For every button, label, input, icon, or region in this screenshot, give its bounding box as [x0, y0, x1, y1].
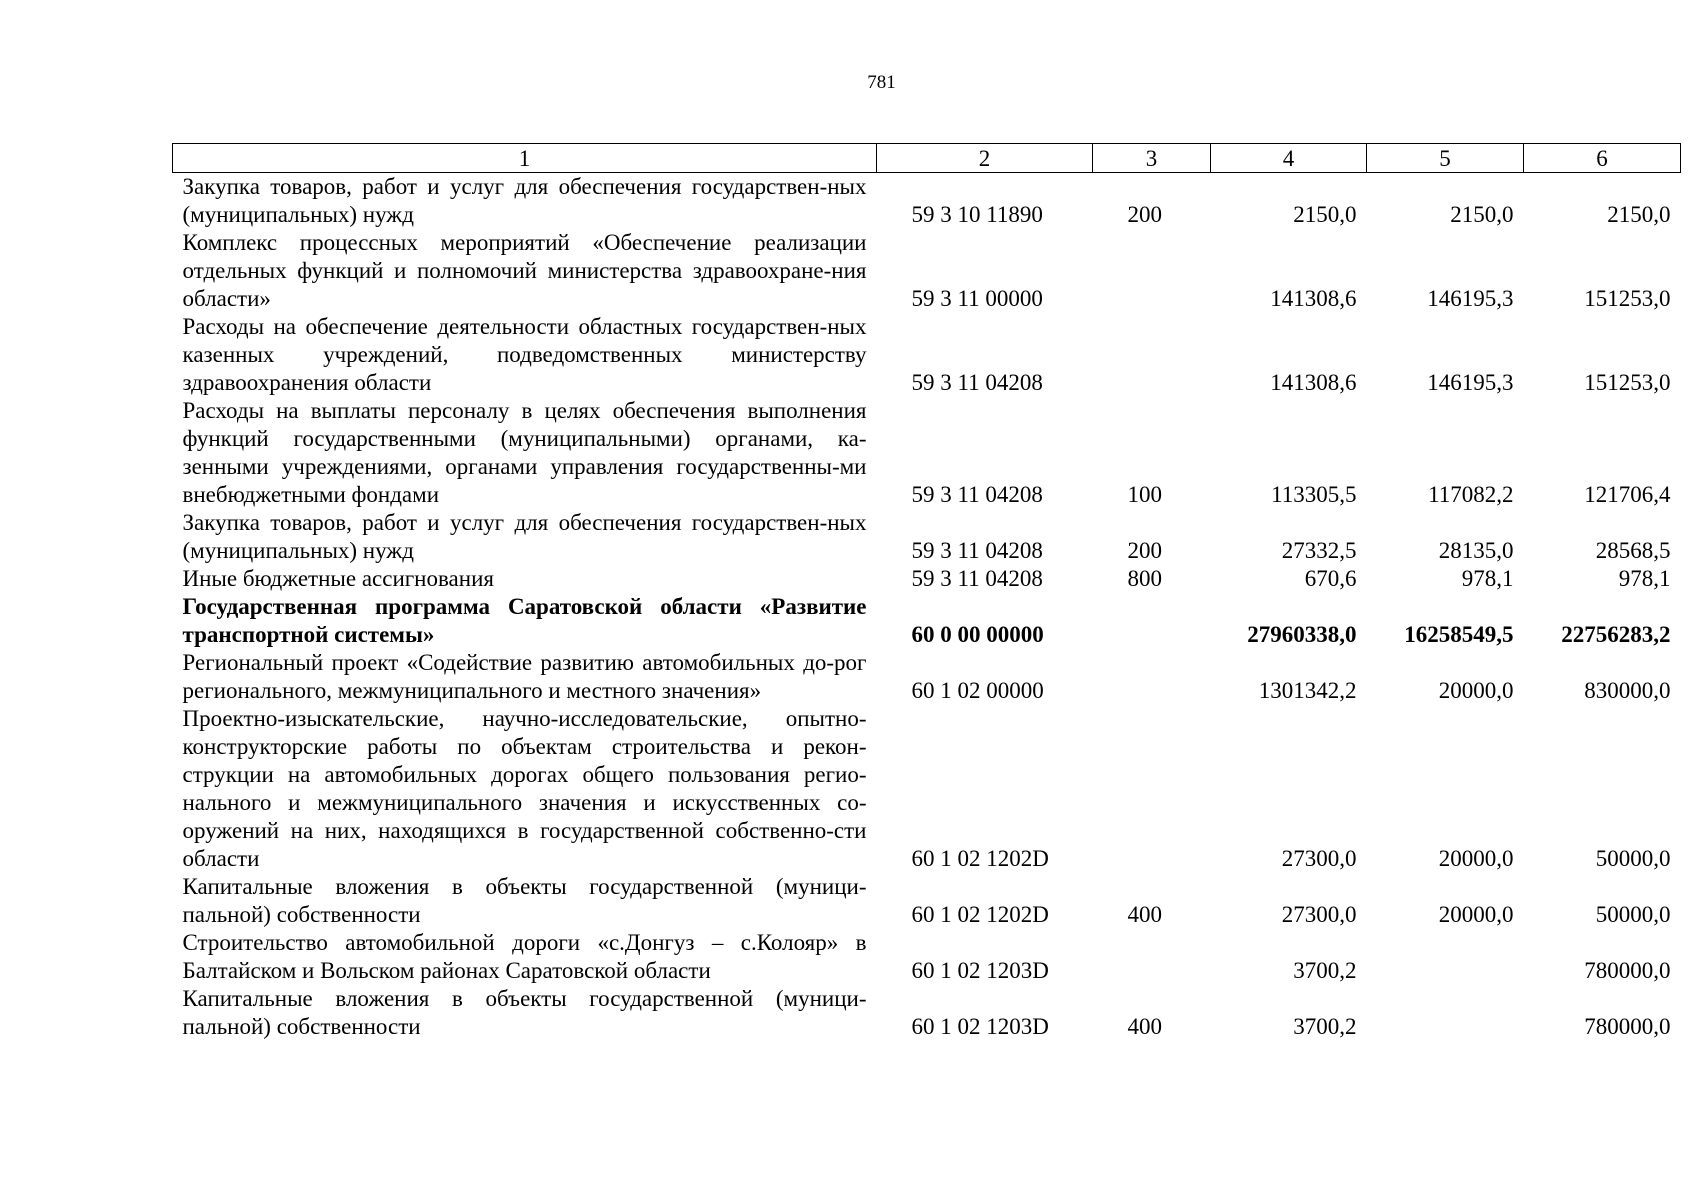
row-value-col-5 [1367, 985, 1524, 1041]
row-name: Расходы на выплаты персоналу в целях обеспечения выполнения функций государственными (муниципальными) органами, ка-зенными учреждениями, органами управления государственны-ми внебюджетными фондами [182, 398, 867, 507]
row-value-col-6: 50000,0 [1595, 902, 1671, 927]
row-name: Иные бюджетные ассигнования [182, 566, 494, 591]
row-name: Государственная программа Саратовской области «Развитие транспортной системы» [182, 594, 867, 647]
row-name: Проектно-изыскательские, научно-исследовательские, опытно-конструкторские работы по объектам строительства и рекон-струкции на автомобильных дорогах общего пользования регио-нального и межмуниципального значения и искусственных со-оружений на них, находящихся в государственной собственно-сти области [182, 706, 867, 871]
row-name: Капитальные вложения в объекты государственной (муници-пальной) собственности [182, 874, 867, 927]
row-code: 60 0 00 00000 [911, 622, 1044, 647]
row-value-col-4: 3700,2 [1293, 1014, 1357, 1039]
row-value-col-5: 16258549,5 [1404, 622, 1514, 647]
row-expense-type: 400 [1127, 902, 1162, 927]
row-value-col-6: 2150,0 [1607, 202, 1671, 227]
row-expense-type: 200 [1127, 202, 1162, 227]
table-row [173, 509, 1681, 565]
row-value-col-4: 27300,0 [1281, 902, 1357, 927]
row-value-col-5 [1367, 929, 1524, 985]
table-row [173, 649, 1681, 705]
table-row [173, 985, 1681, 1041]
row-value-col-6: 978,1 [1618, 566, 1671, 591]
table-row [173, 705, 1681, 873]
row-code: 60 1 02 1202D [911, 846, 1049, 871]
row-code: 59 3 11 04208 [911, 482, 1043, 507]
table-row [173, 565, 1681, 593]
row-value-col-4: 3700,2 [1293, 958, 1357, 983]
row-value-col-4: 2150,0 [1293, 202, 1357, 227]
header-col-1: 1 [173, 144, 877, 173]
row-value-col-6: 151253,0 [1584, 370, 1671, 395]
row-code: 60 1 02 00000 [911, 678, 1044, 703]
row-expense-type: 400 [1127, 1014, 1162, 1039]
row-value-col-6: 121706,4 [1584, 482, 1671, 507]
row-value-col-5: 146195,3 [1427, 286, 1514, 311]
row-expense-type [1093, 313, 1211, 397]
row-value-col-6: 28568,5 [1595, 538, 1671, 563]
row-name: Региональный проект «Содействие развитию автомобильных до-рог регионального, межмуниципального и местного значения» [182, 650, 867, 703]
row-code: 59 3 11 04208 [911, 370, 1043, 395]
row-expense-type [1093, 229, 1211, 313]
row-value-col-5: 20000,0 [1438, 678, 1514, 703]
header-col-2: 2 [877, 144, 1093, 173]
table-row [173, 593, 1681, 649]
table-row [173, 873, 1681, 929]
row-code: 60 1 02 1203D [911, 958, 1049, 983]
header-col-3: 3 [1093, 144, 1211, 173]
header-col-6: 6 [1524, 144, 1681, 173]
table-row [173, 229, 1681, 313]
row-value-col-5: 28135,0 [1438, 538, 1514, 563]
row-expense-type [1093, 649, 1211, 705]
row-value-col-6: 50000,0 [1595, 846, 1671, 871]
row-name: Закупка товаров, работ и услуг для обеспечения государствен-ных (муниципальных) нужд [182, 174, 867, 227]
row-name: Строительство автомобильной дороги «с.Донгуз – с.Колояр» в Балтайском и Вольском районах Саратовской области [182, 930, 867, 983]
header-col-4: 4 [1211, 144, 1367, 173]
row-value-col-5: 978,1 [1461, 566, 1514, 591]
row-value-col-4: 27332,5 [1281, 538, 1357, 563]
row-value-col-4: 670,6 [1304, 566, 1357, 591]
row-name: Капитальные вложения в объекты государственной (муници-пальной) собственности [182, 986, 867, 1039]
row-value-col-5: 146195,3 [1427, 370, 1514, 395]
page-number: 781 [867, 72, 896, 93]
row-code: 59 3 11 04208 [911, 566, 1043, 591]
row-expense-type [1093, 705, 1211, 873]
row-value-col-4: 1301342,2 [1258, 678, 1357, 703]
row-code: 59 3 11 04208 [911, 538, 1043, 563]
table-row [173, 313, 1681, 397]
row-code: 59 3 10 11890 [911, 202, 1043, 227]
row-value-col-5: 117082,2 [1428, 482, 1514, 507]
table-row [173, 173, 1681, 230]
table-row [173, 929, 1681, 985]
row-value-col-6: 151253,0 [1584, 286, 1671, 311]
row-value-col-5: 20000,0 [1438, 902, 1514, 927]
row-value-col-6: 22756283,2 [1561, 622, 1671, 647]
row-code: 60 1 02 1203D [911, 1014, 1049, 1039]
row-value-col-5: 2150,0 [1450, 202, 1514, 227]
table-body [173, 173, 1681, 1042]
table-row [173, 397, 1681, 509]
row-value-col-6: 830000,0 [1584, 678, 1671, 703]
budget-table [172, 143, 1681, 1041]
row-value-col-4: 27300,0 [1281, 846, 1357, 871]
row-expense-type: 800 [1127, 566, 1162, 591]
row-expense-type: 100 [1127, 482, 1162, 507]
row-expense-type [1093, 593, 1211, 649]
header-col-5: 5 [1367, 144, 1524, 173]
row-value-col-4: 113305,5 [1271, 482, 1357, 507]
row-name: Расходы на обеспечение деятельности областных государствен-ных казенных учреждений, подведомственных министерству здравоохранения области [182, 314, 867, 395]
header-row [173, 144, 1681, 173]
row-code: 60 1 02 1202D [911, 902, 1049, 927]
row-value-col-5: 20000,0 [1438, 846, 1514, 871]
row-value-col-4: 27960338,0 [1247, 622, 1357, 647]
row-name: Комплекс процессных мероприятий «Обеспечение реализации отдельных функций и полномочий министерства здравоохране-ния области» [182, 230, 867, 311]
row-value-col-4: 141308,6 [1270, 286, 1357, 311]
row-code: 59 3 11 00000 [911, 286, 1043, 311]
row-value-col-4: 141308,6 [1270, 370, 1357, 395]
row-value-col-6: 780000,0 [1584, 958, 1671, 983]
row-name: Закупка товаров, работ и услуг для обеспечения государствен-ных (муниципальных) нужд [182, 510, 867, 563]
row-value-col-6: 780000,0 [1584, 1014, 1671, 1039]
row-expense-type [1093, 929, 1211, 985]
row-expense-type: 200 [1127, 538, 1162, 563]
